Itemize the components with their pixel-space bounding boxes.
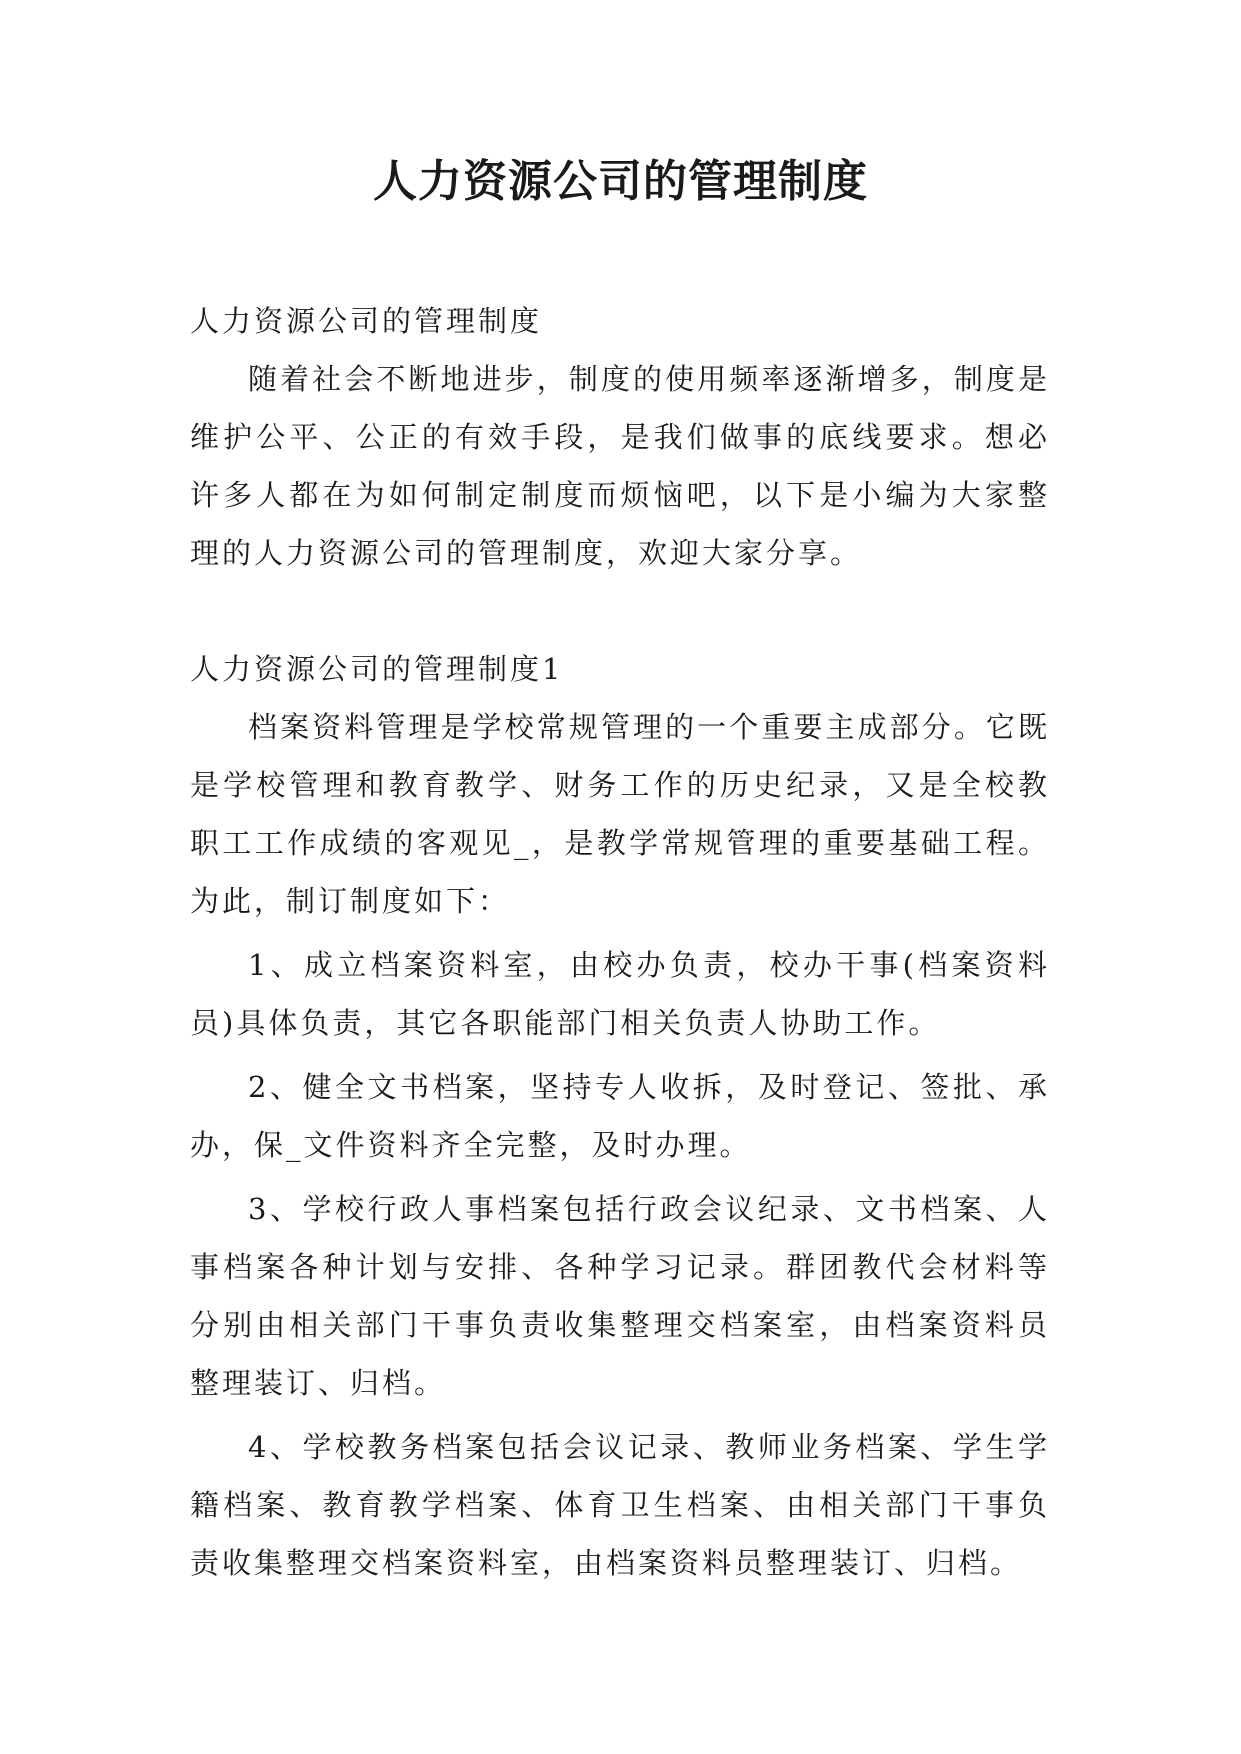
section-1-intro-paragraph: 档案资料管理是学校常规管理的一个重要主成部分。它既是学校管理和教育教学、财务工作的历史纪录，又是全校教职工工作成绩的客观见_，是教学常规管理的重要基础工程。为此，制订制度如下： bbox=[190, 710, 1050, 918]
section-heading-1: 人力资源公司的管理制度1 bbox=[190, 652, 564, 686]
list-item-2: 2、健全文书档案，坚持专人收拆，及时登记、签批、承办，保_文件资料齐全完整，及时办理。 bbox=[190, 1070, 1050, 1162]
intro-paragraph: 随着社会不断地进步，制度的使用频率逐渐增多，制度是维护公平、公正的有效手段，是我们做事的底线要求。想必许多人都在为如何制定制度而烦恼吧，以下是小编为大家整理的人力资源公司的管理制度，欢迎大家分享。 bbox=[190, 362, 1050, 570]
list-item-4: 4、学校教务档案包括会议记录、教师业务档案、学生学籍档案、教育教学档案、体育卫生档案、由相关部门干事负责收集整理交档案资料室，由档案资料员整理装订、归档。 bbox=[190, 1430, 1050, 1580]
list-item-1: 1、成立档案资料室，由校办负责，校办干事(档案资料员)具体负责，其它各职能部门相关负责人协助工作。 bbox=[190, 948, 1050, 1040]
document-body bbox=[190, 292, 1050, 1592]
paragraph-gap bbox=[190, 582, 1050, 640]
list-item-3: 3、学校行政人事档案包括行政会议纪录、文书档案、人事档案各种计划与安排、各种学习记录。群团教代会材料等分别由相关部门干事负责收集整理交档案室，由档案资料员整理装订、归档。 bbox=[190, 1192, 1050, 1400]
subtitle-line: 人力资源公司的管理制度 bbox=[190, 304, 543, 338]
document-title: 人力资源公司的管理制度 bbox=[373, 156, 868, 207]
